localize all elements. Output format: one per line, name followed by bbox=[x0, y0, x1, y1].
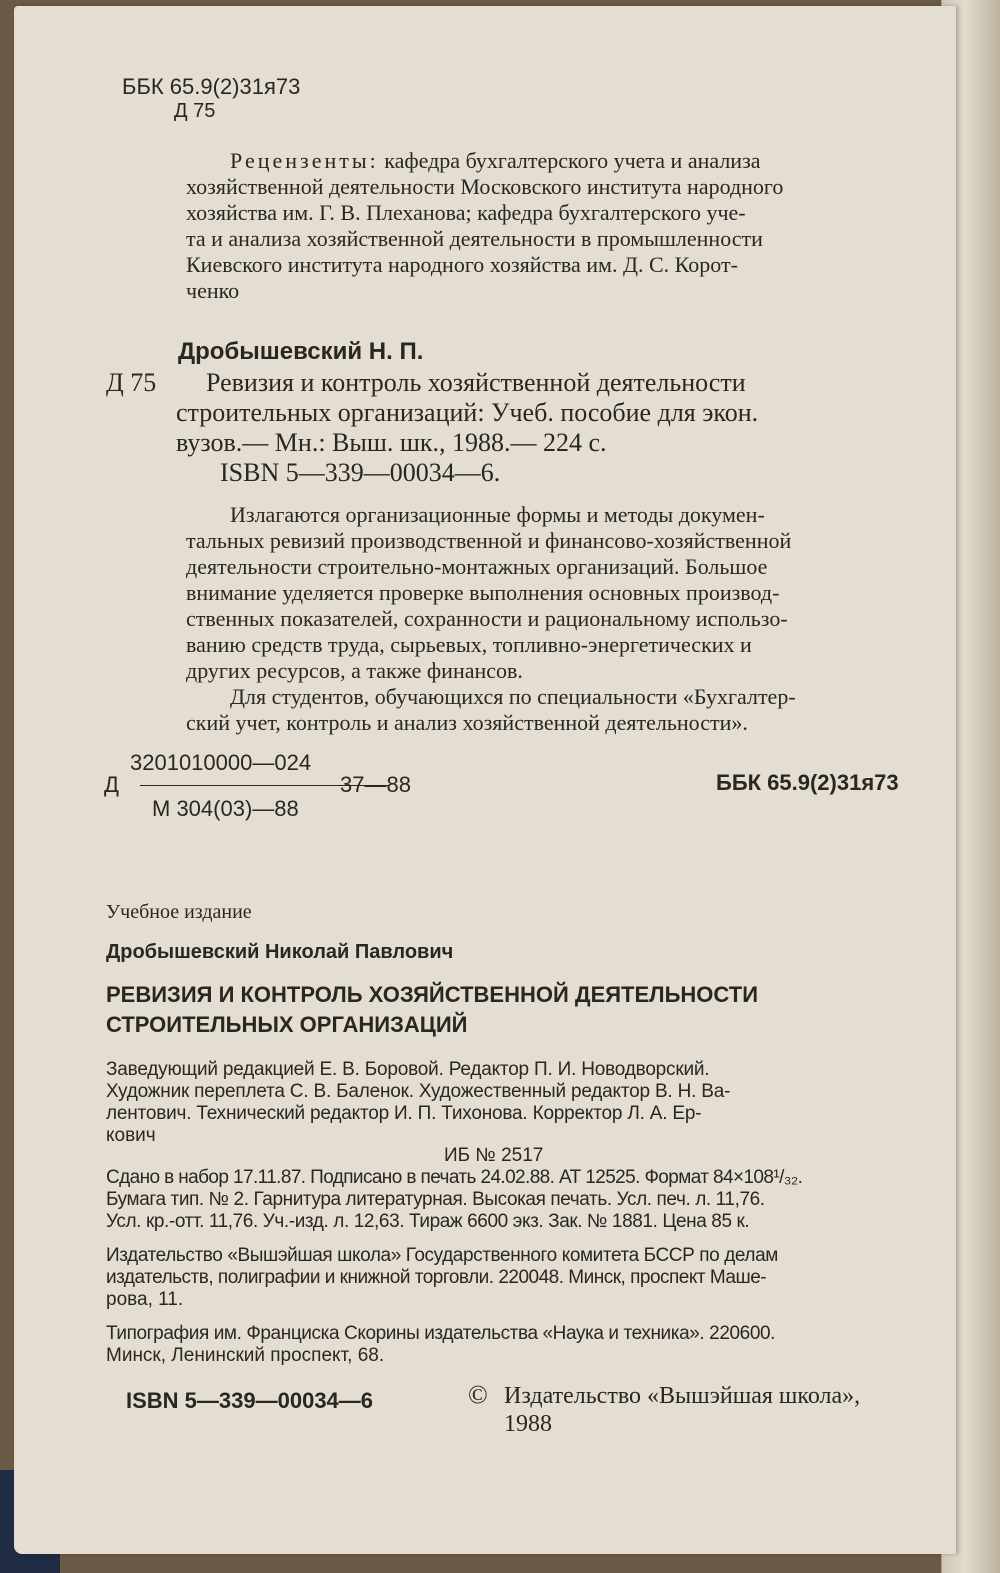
abstract-line-6: ванию средств труда, сырьевых, топливно-энергетических и bbox=[186, 632, 752, 657]
staff-line-3: лентович. Технический редактор И. П. Тихонова. Корректор Л. А. Ер- bbox=[106, 1103, 702, 1124]
reviewers-line-4: та и анализа хозяйственной деятельности в промышленности bbox=[186, 226, 763, 251]
staff-line-1: Заведующий редакцией Е. В. Боровой. Редактор П. И. Новодворский. bbox=[106, 1059, 710, 1080]
catalog-isbn: ISBN 5—339—00034—6. bbox=[220, 458, 501, 487]
reviewers-text-1: кафедра бухгалтерского учета и анализа bbox=[384, 148, 761, 173]
printer-line-1: Типография им. Франциска Скорины издательства «Наука и техника». 220600. bbox=[106, 1323, 776, 1344]
catalog-code: Д 75 bbox=[106, 368, 157, 397]
abstract-line-7: других ресурсов, а также финансов. bbox=[186, 658, 523, 683]
edition-type: Учебное издание bbox=[106, 901, 252, 923]
reviewers-line-6: ченко bbox=[186, 278, 240, 303]
abstract-line-2: тальных ревизий производственной и финансово-хозяйственной bbox=[186, 528, 792, 553]
print-line-2: Бумага тип. № 2. Гарнитура литературная. Высокая печать. Усл. печ. л. 11,76. bbox=[106, 1189, 765, 1210]
publisher-line-2: издательств, полиграфии и книжной торговли. 220048. Минск, проспект Маше- bbox=[106, 1267, 767, 1288]
class-letter: Д bbox=[104, 772, 119, 797]
catalog-author: Дробышевский Н. П. bbox=[178, 338, 424, 365]
reviewers-line-2: хозяйственной деятельности Московского института народного bbox=[186, 174, 784, 199]
class-denominator: М 304(03)—88 bbox=[152, 796, 299, 821]
book-title-line-1: РЕВИЗИЯ И КОНТРОЛЬ ХОЗЯЙСТВЕННОЙ ДЕЯТЕЛЬНОСТИ bbox=[106, 982, 759, 1007]
staff-line-2: Художник переплета С. В. Баленок. Художественный редактор В. Н. Ва- bbox=[106, 1081, 731, 1102]
abstract-line-3: деятельности строительно-монтажных организаций. Большое bbox=[186, 554, 768, 579]
reviewers-label: Рецензенты: bbox=[230, 148, 379, 173]
ib-number: ИБ № 2517 bbox=[444, 1145, 544, 1166]
book-page bbox=[14, 6, 956, 1554]
book-title-line-2: СТРОИТЕЛЬНЫХ ОРГАНИЗАЦИЙ bbox=[106, 1012, 468, 1037]
abstract-line-5: ственных показателей, сохранности и рациональному использо- bbox=[186, 606, 788, 631]
catalog-title-line-3: вузов.— Мн.: Выш. шк., 1988.— 224 с. bbox=[176, 428, 607, 457]
publisher-line-3: рова, 11. bbox=[106, 1289, 184, 1310]
isbn-bottom: ISBN 5—339—00034—6 bbox=[126, 1388, 374, 1413]
reviewers-line-1 bbox=[230, 150, 761, 172]
class-numerator: 3201010000—024 bbox=[130, 750, 312, 775]
catalog-title-line-1: Ревизия и контроль хозяйственной деятельности bbox=[206, 368, 746, 397]
class-suffix: 37—88 bbox=[340, 772, 411, 797]
printer-line-2: Минск, Ленинский проспект, 68. bbox=[106, 1345, 385, 1366]
copyright-year: 1988 bbox=[504, 1411, 552, 1437]
print-line-1: Сдано в набор 17.11.87. Подписано в печать 24.02.88. АТ 12525. Формат 84×108¹/₃₂. bbox=[106, 1167, 803, 1188]
bbk-code-bottom: ББК 65.9(2)31я73 bbox=[716, 770, 899, 795]
staff-line-4: кович bbox=[106, 1125, 156, 1146]
catalog-title-line-2: строительных организаций: Учеб. пособие для экон. bbox=[176, 398, 759, 427]
copyright-publisher: Издательство «Вышэйшая школа», bbox=[504, 1383, 861, 1409]
abstract-line-9: ский учет, контроль и анализ хозяйственной деятельности». bbox=[186, 710, 748, 735]
abstract-line-4: внимание уделяется проверке выполнения основных производ- bbox=[186, 580, 780, 605]
author-full-name: Дробышевский Николай Павлович bbox=[106, 941, 454, 963]
abstract-line-8: Для студентов, обучающихся по специальности «Бухгалтер- bbox=[230, 684, 796, 709]
reviewers-line-5: Киевского института народного хозяйства им. Д. С. Корот- bbox=[186, 252, 738, 277]
print-line-3: Усл. кр.-отт. 11,76. Уч.-изд. л. 12,63. Тираж 6600 экз. Зак. № 1881. Цена 85 к. bbox=[106, 1211, 750, 1232]
author-mark-top: Д 75 bbox=[174, 100, 216, 122]
bbk-code-top: ББК 65.9(2)31я73 bbox=[122, 74, 301, 99]
publisher-line-1: Издательство «Вышэйшая школа» Государственного комитета БССР по делам bbox=[106, 1245, 778, 1266]
copyright-symbol: © bbox=[468, 1380, 488, 1409]
abstract-line-1: Излагаются организационные формы и методы докумен- bbox=[230, 502, 765, 527]
reviewers-line-3: хозяйства им. Г. В. Плеханова; кафедра бухгалтерского уче- bbox=[186, 200, 746, 225]
